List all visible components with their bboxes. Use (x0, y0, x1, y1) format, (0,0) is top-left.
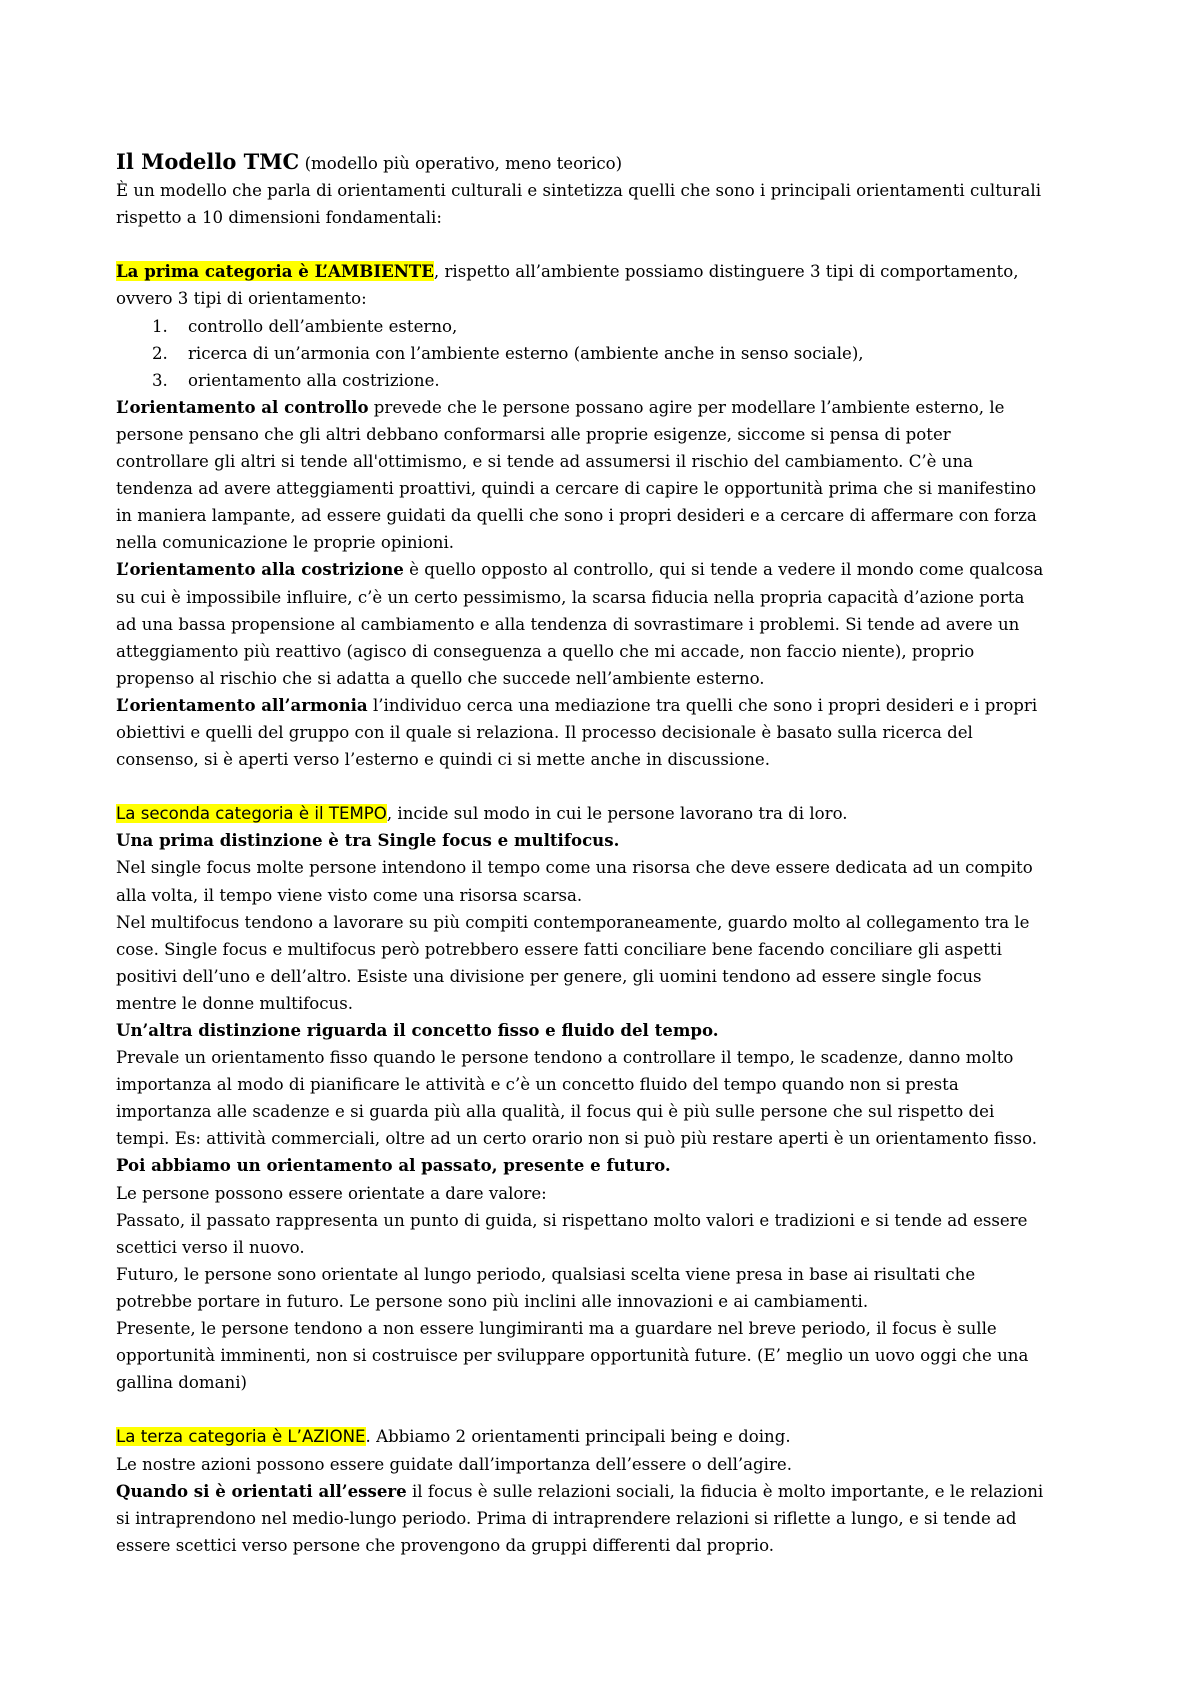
tempo-highlight: La seconda categoria è il TEMPO (116, 804, 387, 824)
paragraph-line: in maniera lampante, ad essere guidati da quelli che sono i propri desideri e a cercare di affermare con forza (116, 506, 1037, 526)
paragraph-line: scettici verso il nuovo. (116, 1237, 305, 1257)
paragraph-line: L’orientamento alla costrizione è quello opposto al controllo, qui si tende a vedere il mondo come qualcosa (116, 559, 1044, 580)
paragraph-line: Le persone possono essere orientate a dare valore: (116, 1183, 547, 1203)
paragraph-line: propenso al rischio che si adatta a quello che succede nell’ambiente esterno. (116, 668, 765, 688)
list-item: 2. ricerca di un’armonia con l’ambiente esterno (ambiente anche in senso sociale), (152, 343, 864, 363)
title-main: Il Modello TMC (116, 149, 300, 174)
paragraph-line: Quando si è orientati all’essere il focus è sulle relazioni sociali, la fiducia è molto importante, e le relazioni (116, 1480, 1044, 1501)
list-item: 3. orientamento alla costrizione. (152, 370, 440, 390)
paragraph-line: importanza alle scadenze e si guarda più alla qualità, il focus qui è più sulle persone che sul rispetto dei (116, 1102, 995, 1122)
subheading: Poi abbiamo un orientamento al passato, presente e futuro. (116, 1155, 671, 1176)
paragraph-line: Le nostre azioni possono essere guidate dall’importanza dell’essere o dell’agire. (116, 1454, 793, 1474)
paragraph-line: Nel multifocus tendono a lavorare su più compiti contemporaneamente, guardo molto al collegamento tra le (116, 912, 1030, 932)
paragraph-line: si intraprendono nel medio-lungo periodo. Prima di intraprendere relazioni si riflette a lungo, e si tende ad (116, 1508, 1017, 1528)
paragraph-line: tendenza ad avere atteggiamenti proattivi, quindi a cercare di capire le opportunità prima che si manifestino (116, 479, 1037, 499)
paragraph-line: gallina domani) (116, 1373, 247, 1393)
paragraph-line: alla volta, il tempo viene visto come una risorsa scarsa. (116, 885, 583, 905)
paragraph-line: Nel single focus molte persone intendono il tempo come una risorsa che deve essere dedicata ad un compito (116, 858, 1033, 878)
paragraph-line: consenso, si è aperti verso l’esterno e quindi ci si mette anche in discussione. (116, 750, 770, 770)
paragraph-line: tempi. Es: attività commerciali, oltre ad un certo orario non si può più restare aperti è un orientamento fisso. (116, 1129, 1038, 1149)
azione-highlight: La terza categoria è L’AZIONE (116, 1427, 366, 1447)
paragraph-line: potrebbe portare in futuro. Le persone sono più inclini alle innovazioni e ai cambiamenti. (116, 1291, 869, 1311)
paragraph-line: obiettivi e quelli del gruppo con il quale si relaziona. Il processo decisionale è basato sulla ricerca del (116, 722, 973, 742)
paragraph-line: positivi dell’uno e dell’altro. Esiste una divisione per genere, gli uomini tendono ad essere single focus (116, 966, 982, 986)
paragraph-line: atteggiamento più reattivo (agisco di conseguenza a quello che mi accade, non faccio niente), proprio (116, 641, 975, 661)
paragraph-line: opportunità imminenti, non si costruisce per sviluppare opportunità future. (E’ meglio un uovo oggi che una (116, 1346, 1029, 1366)
subheading: Una prima distinzione è tra Single focus e multifocus. (116, 830, 620, 851)
paragraph-line: Passato, il passato rappresenta un punto di guida, si rispettano molto valori e tradizioni e si tende ad essere (116, 1210, 1028, 1230)
paragraph-line: nella comunicazione le proprie opinioni. (116, 533, 455, 553)
azione-heading: La terza categoria è L’AZIONE. Abbiamo 2 orientamenti principali being e doing. (116, 1427, 791, 1447)
paragraph-line: L’orientamento all’armonia l’individuo cerca una mediazione tra quelli che sono i propri desideri e i propri (116, 694, 1038, 715)
paragraph-line: Futuro, le persone sono orientate al lungo periodo, qualsiasi scelta viene presa in base ai risultati che (116, 1264, 976, 1284)
list-item: 1. controllo dell’ambiente esterno, (152, 316, 458, 336)
paragraph-line: Presente, le persone tendono a non essere lungimiranti ma a guardare nel breve periodo, il focus è sulle (116, 1319, 997, 1339)
intro-line: rispetto a 10 dimensioni fondamentali: (116, 208, 442, 228)
ambiente-list (116, 313, 1100, 394)
tempo-heading: La seconda categoria è il TEMPO, incide sul modo in cui le persone lavorano tra di loro. (116, 804, 848, 824)
subheading: Un’altra distinzione riguarda il concetto fisso e fluido del tempo. (116, 1020, 719, 1040)
paragraph-line: persone pensano che gli altri debbano conformarsi alle proprie esigenze, siccome si pensa di poter (116, 424, 951, 444)
paragraph-line: essere scettici verso persone che provengono da gruppi differenti dal proprio. (116, 1535, 775, 1555)
paragraph-line: L’orientamento al controllo prevede che le persone possano agire per modellare l’ambiente esterno, le (116, 396, 1005, 417)
paragraph-line: ad una bassa propensione al cambiamento e alla tendenza di sovrastimare i problemi. Si tende ad avere un (116, 614, 1020, 634)
document-title (116, 148, 1100, 177)
intro-line: È un modello che parla di orientamenti culturali e sintetizza quelli che sono i principali orientamenti culturali (116, 181, 1042, 201)
ambiente-heading: La prima categoria è L’AMBIENTE, rispetto all’ambiente possiamo distinguere 3 tipi di comportamento, (116, 261, 1019, 282)
ambiente-highlight: La prima categoria è L’AMBIENTE (116, 261, 434, 282)
title-subtitle: (modello più operativo, meno teorico) (304, 154, 623, 173)
paragraph-line: importanza al modo di pianificare le attività e c’è un concetto fluido del tempo quando non si presta (116, 1075, 959, 1095)
ambiente-lead-line: ovvero 3 tipi di orientamento: (116, 289, 367, 309)
paragraph-line: mentre le donne multifocus. (116, 993, 354, 1013)
paragraph-line: cose. Single focus e multifocus però potrebbero essere fatti conciliare bene facendo conciliare gli aspetti (116, 939, 1002, 959)
paragraph-line: controllare gli altri si tende all'ottimismo, e si tende ad assumersi il rischio del cambiamento. C’è una (116, 452, 974, 472)
paragraph-line: su cui è impossibile influire, c’è un certo pessimismo, la scarsa fiducia nella propria capacità d’azione porta (116, 587, 1025, 607)
paragraph-line: Prevale un orientamento fisso quando le persone tendono a controllare il tempo, le scadenze, danno molto (116, 1048, 1014, 1068)
